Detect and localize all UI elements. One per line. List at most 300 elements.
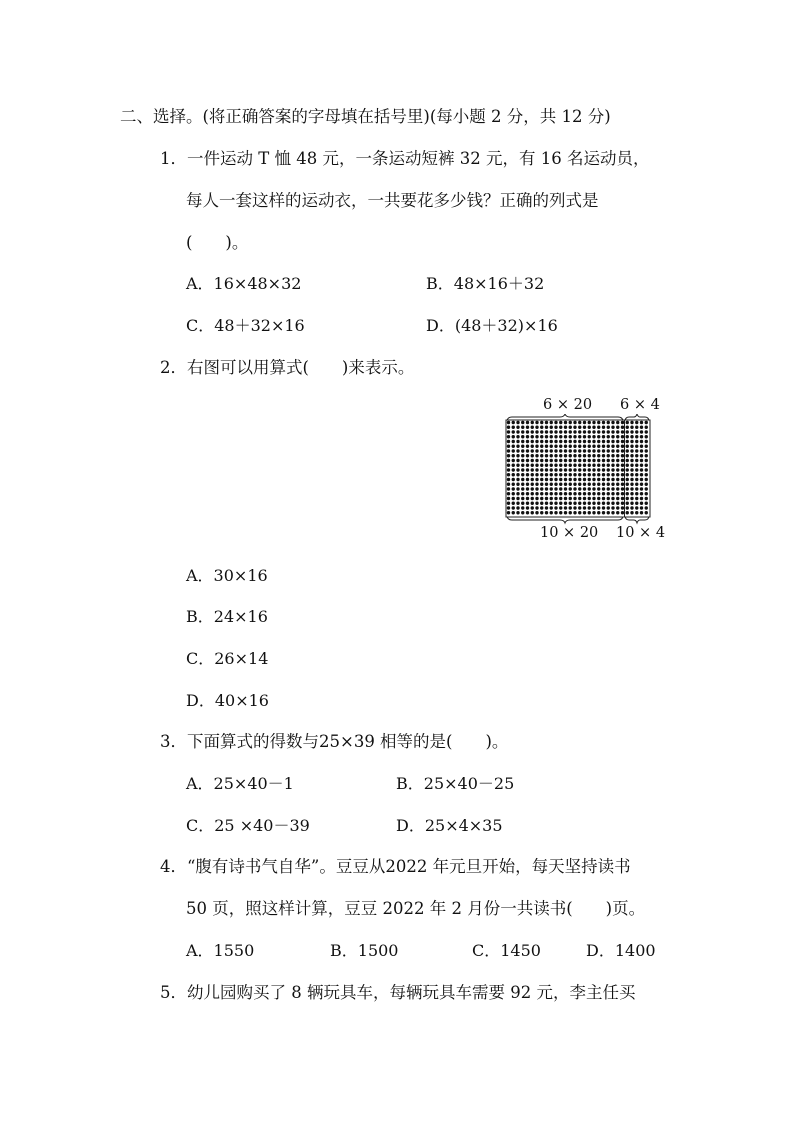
dot [535,426,538,429]
q3-option-c: C．25 ×40－39 [186,816,310,835]
figure-label-bottom-right: 10 × 4 [616,525,666,541]
dot [583,473,586,476]
dot [588,449,591,452]
dot [645,473,648,476]
dot [545,421,548,424]
q1-option-a: A．16×48×32 [186,274,302,293]
dot [569,492,572,495]
dot [573,421,576,424]
dot [640,440,643,443]
q5-line-1: 5．幼儿园购买了 8 辆玩具车，每辆玩具车需要 92 元，李主任买 [160,983,636,1002]
dot [597,511,600,514]
dot [588,492,591,495]
dot [602,459,605,462]
dot [630,487,633,490]
dot [602,421,605,424]
dot [521,483,524,486]
dot [645,464,648,467]
dot [526,478,529,481]
dot [526,430,529,433]
dot [616,492,619,495]
dot [578,511,581,514]
dot [630,492,633,495]
dot [559,445,562,448]
dot [578,430,581,433]
dot [559,506,562,509]
dot [626,464,629,467]
dot [569,487,572,490]
dot [640,464,643,467]
dot [516,449,519,452]
dot [592,502,595,505]
dot [521,478,524,481]
dot [578,426,581,429]
dot [521,426,524,429]
dot [635,483,638,486]
dot [559,468,562,471]
dot [583,487,586,490]
dot [545,459,548,462]
dot [521,487,524,490]
dot [597,506,600,509]
dot [550,449,553,452]
dot [554,426,557,429]
dot [507,502,510,505]
dot [521,421,524,424]
dot [550,468,553,471]
dot [592,421,595,424]
dot [512,435,515,438]
dot [635,473,638,476]
dot [630,473,633,476]
dot [616,506,619,509]
dot [545,502,548,505]
q2-option-d: D．40×16 [186,691,269,710]
q4-line-2: 50 页，照这样计算，豆豆 2022 年 2 月份一共读书( )页。 [186,899,646,918]
dot [611,464,614,467]
dot [621,426,624,429]
dot [616,487,619,490]
dot [535,492,538,495]
dot [626,473,629,476]
dot [569,502,572,505]
dot [512,440,515,443]
dot [578,468,581,471]
dot [611,445,614,448]
dot [507,464,510,467]
dot [531,454,534,457]
dot [626,492,629,495]
dot [540,511,543,514]
dot [526,511,529,514]
dot [645,511,648,514]
dot [573,478,576,481]
dot [592,435,595,438]
dot [611,487,614,490]
dot [569,454,572,457]
dot [569,473,572,476]
dot [564,468,567,471]
dot [512,454,515,457]
dot [607,502,610,505]
dot [559,449,562,452]
dot [521,492,524,495]
dot [626,502,629,505]
dot [540,454,543,457]
dot [616,502,619,505]
dot [550,445,553,448]
dot [512,464,515,467]
dot [516,483,519,486]
dot [630,506,633,509]
dot [588,445,591,448]
dot [645,454,648,457]
dot [535,502,538,505]
dot [611,478,614,481]
dot [621,421,624,424]
dot [611,435,614,438]
dot [573,502,576,505]
dot [645,445,648,448]
dot [626,459,629,462]
dot [583,492,586,495]
dot [588,435,591,438]
dot [531,483,534,486]
dot [645,468,648,471]
dot [516,478,519,481]
dot [559,502,562,505]
dot [535,464,538,467]
dot [569,421,572,424]
dot [592,478,595,481]
dot [588,502,591,505]
dot [516,435,519,438]
dot [640,487,643,490]
dot [516,468,519,471]
dot [616,464,619,467]
dot [569,468,572,471]
dot [573,497,576,500]
dot [569,478,572,481]
dot [554,435,557,438]
dot [597,445,600,448]
dot [588,511,591,514]
dot [597,497,600,500]
dot [602,449,605,452]
dot [626,445,629,448]
dot [521,506,524,509]
dot [531,430,534,433]
dot [578,473,581,476]
dot [630,468,633,471]
dot [516,464,519,467]
dot [531,468,534,471]
q2-option-c: C．26×14 [186,649,269,668]
dot [630,435,633,438]
dot [621,454,624,457]
dot [531,478,534,481]
dot [616,478,619,481]
dot [564,430,567,433]
q2-option-a: A．30×16 [186,566,268,585]
dot [607,454,610,457]
dot [569,440,572,443]
dot [573,426,576,429]
dot [635,487,638,490]
dot [512,449,515,452]
dot [645,478,648,481]
q4-option-c: C．1450 [472,941,541,960]
dot [621,487,624,490]
dot [592,459,595,462]
dot [592,449,595,452]
dot [507,449,510,452]
dot [554,464,557,467]
dot [564,421,567,424]
dot [583,435,586,438]
dot [645,440,648,443]
dot [526,454,529,457]
dot [621,468,624,471]
dot [554,468,557,471]
dot [607,487,610,490]
dot [573,435,576,438]
dot [588,464,591,467]
dot [626,483,629,486]
dot [540,445,543,448]
dot [616,440,619,443]
dot [583,468,586,471]
dot [611,473,614,476]
dot [635,511,638,514]
dot [512,506,515,509]
dot [583,454,586,457]
dot [611,426,614,429]
dot [616,468,619,471]
dot [635,435,638,438]
dot [526,487,529,490]
dot [616,454,619,457]
dot [521,459,524,462]
dot [564,483,567,486]
dot [583,511,586,514]
dot [550,502,553,505]
dot [550,497,553,500]
dot [588,468,591,471]
dot [535,478,538,481]
dot [611,511,614,514]
dot [583,464,586,467]
q1-option-d: D．(48＋32)×16 [426,316,558,335]
dot [535,421,538,424]
dot [588,426,591,429]
dot [507,483,510,486]
q1-line-3: ( )。 [186,233,249,252]
dot [531,473,534,476]
dot [559,464,562,467]
dot [516,492,519,495]
dot [645,502,648,505]
dot [592,440,595,443]
dot [512,445,515,448]
dot [550,464,553,467]
dot [645,487,648,490]
dot [588,473,591,476]
dot [592,430,595,433]
dot [602,511,605,514]
dot [592,492,595,495]
dot [607,506,610,509]
dot [540,483,543,486]
dot [640,492,643,495]
dot [564,506,567,509]
dot [630,511,633,514]
dot [573,511,576,514]
dot [597,473,600,476]
dot [578,445,581,448]
dot [554,430,557,433]
dot [535,483,538,486]
dot [578,464,581,467]
dot [621,445,624,448]
dot [516,506,519,509]
dot [540,487,543,490]
dot [640,478,643,481]
dot [564,478,567,481]
dot [621,435,624,438]
dot [512,492,515,495]
dot [526,492,529,495]
dot [535,487,538,490]
dot [578,440,581,443]
dot [569,426,572,429]
dot [540,492,543,495]
section-heading: 二、选择。(将正确答案的字母填在括号里)(每小题 2 分，共 12 分) [120,107,611,126]
dot [626,435,629,438]
dot [507,440,510,443]
dot [526,497,529,500]
dot [607,478,610,481]
dot [607,497,610,500]
dot [597,454,600,457]
dot [564,492,567,495]
dot [559,440,562,443]
dot [630,449,633,452]
dot [583,506,586,509]
dot [602,445,605,448]
dot [526,483,529,486]
dot [645,483,648,486]
dot [635,506,638,509]
dot [597,502,600,505]
dot [573,445,576,448]
dot [607,435,610,438]
dot [554,492,557,495]
dot [602,430,605,433]
dot [597,426,600,429]
dot [516,511,519,514]
dot [602,473,605,476]
dot [569,511,572,514]
dot [597,430,600,433]
dot [588,478,591,481]
dot [521,473,524,476]
dot [569,449,572,452]
dot [602,435,605,438]
dot [540,464,543,467]
dot [554,445,557,448]
dot [607,421,610,424]
dot [583,502,586,505]
dot [554,459,557,462]
dot [578,449,581,452]
dot [621,473,624,476]
dot [507,426,510,429]
dot [521,497,524,500]
dot [559,435,562,438]
dot [531,459,534,462]
q2-line-1: 2．右图可以用算式( )来表示。 [160,358,415,377]
dot [540,468,543,471]
dot [521,468,524,471]
dot [535,468,538,471]
dot [611,459,614,462]
dot [559,454,562,457]
dot [512,473,515,476]
dot [630,478,633,481]
dot [583,430,586,433]
dot [635,492,638,495]
dot [597,468,600,471]
q1-option-c: C．48＋32×16 [186,316,305,335]
dot [512,497,515,500]
dot [507,506,510,509]
dot [507,487,510,490]
dot [559,487,562,490]
dot [521,430,524,433]
dot [583,440,586,443]
dot [573,506,576,509]
dot [583,478,586,481]
dot [564,497,567,500]
dot [592,445,595,448]
dot [550,492,553,495]
dot [592,454,595,457]
dot [554,506,557,509]
dot [621,511,624,514]
dot [611,421,614,424]
dot [507,468,510,471]
dot [640,421,643,424]
q4-line-1: 4．“腹有诗书气自华”。豆豆从2022 年元旦开始，每天坚持读书 [160,857,631,876]
dot [545,506,548,509]
dot [540,478,543,481]
dot [588,430,591,433]
dot [545,511,548,514]
dot [540,449,543,452]
dot [635,454,638,457]
dot [531,435,534,438]
dot [564,473,567,476]
dot [635,502,638,505]
dot [616,449,619,452]
dot [512,421,515,424]
dot [640,497,643,500]
dot [588,483,591,486]
dot [607,445,610,448]
dot [564,426,567,429]
dot [512,483,515,486]
